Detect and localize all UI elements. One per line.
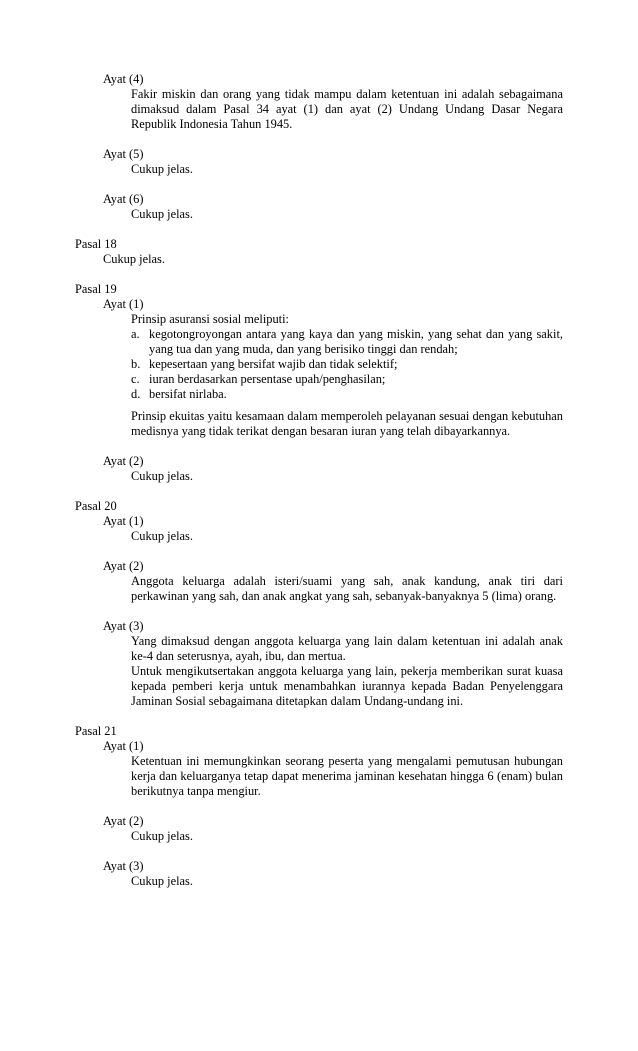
list-marker: c.: [131, 372, 140, 386]
pasal19-ayat2: [0, 454, 638, 484]
ayat-text: Untuk mengikutsertakan anggota keluarga yang lain, pekerja memberikan surat kuasa kepada pemberi kerja untuk menambahkan iurannya kepada Badan Penyelenggara Jaminan Sosial sebagaimana ditetapkan dalam Undang-undang ini.: [131, 664, 563, 708]
pasal-20: [0, 499, 638, 709]
pasal-18: [0, 237, 638, 267]
list-item: [131, 327, 563, 357]
pasal17-ayat4: [0, 72, 638, 132]
ayat-text: Cukup jelas.: [131, 829, 193, 843]
ayat-heading: Ayat (5): [103, 147, 144, 161]
list-text: kegotongroyongan antara yang kaya dan yang miskin, yang sehat dan yang sakit, yang tua dan yang muda, dan yang berisiko tinggi dan rendah;: [149, 327, 563, 356]
ayat-heading: Ayat (6): [103, 192, 144, 206]
pasal20-ayat2: [0, 559, 638, 604]
pasal-text: Cukup jelas.: [103, 252, 165, 266]
pasal-heading: Pasal 19: [75, 282, 117, 296]
ayat-text: Yang dimaksud dengan anggota keluarga yang lain dalam ketentuan ini adalah anak ke-4 dan seterusnya, ayah, ibu, dan mertua.: [131, 634, 563, 663]
ayat-text: Cukup jelas.: [131, 162, 193, 176]
pasal-21: [0, 724, 638, 889]
pasal-heading: Pasal 21: [75, 724, 117, 738]
ayat-text: Cukup jelas.: [131, 207, 193, 221]
list-text: iuran berdasarkan persentase upah/penghasilan;: [149, 372, 386, 386]
pasal20-ayat3: [0, 619, 638, 709]
ayat-heading: Ayat (4): [103, 72, 144, 86]
ayat-heading: Ayat (2): [103, 454, 144, 468]
pasal21-ayat1: [0, 739, 638, 799]
list-text: bersifat nirlaba.: [149, 387, 227, 401]
list-marker: b.: [131, 357, 141, 371]
ayat-text: Fakir miskin dan orang yang tidak mampu dalam ketentuan ini adalah sebagaimana dimaksud dalam Pasal 34 ayat (1) dan ayat (2) Undang Undang Dasar Negara Republik Indonesia Tahun 1945.: [131, 87, 563, 131]
ayat-heading: Ayat (3): [103, 859, 144, 873]
ayat-heading: Ayat (2): [103, 814, 144, 828]
ayat-intro: Prinsip asuransi sosial meliputi:: [131, 312, 289, 326]
ayat-heading: Ayat (2): [103, 559, 144, 573]
list-item: [131, 372, 563, 387]
list-item: [131, 357, 563, 372]
list-marker: d.: [131, 387, 141, 401]
pasal-heading: Pasal 18: [75, 237, 117, 251]
ayat-heading: Ayat (1): [103, 514, 144, 528]
ayat-heading: Ayat (1): [103, 297, 144, 311]
ayat-content: [131, 634, 563, 709]
ayat-text: Cukup jelas.: [131, 529, 193, 543]
pasal19-ayat1: [0, 297, 638, 439]
ayat-text: Cukup jelas.: [131, 874, 193, 888]
ayat-closing: Prinsip ekuitas yaitu kesamaan dalam memperoleh pelayanan sesuai dengan kebutuhan medisnya yang tidak terikat dengan besaran iuran yang telah dibayarkannya.: [131, 409, 563, 438]
ayat-heading: Ayat (3): [103, 619, 144, 633]
pasal17-ayat6: [0, 192, 638, 222]
pasal-heading: Pasal 20: [75, 499, 117, 513]
ayat-text: Cukup jelas.: [131, 469, 193, 483]
pasal-19: [0, 282, 638, 484]
ayat-text: Anggota keluarga adalah isteri/suami yang sah, anak kandung, anak tiri dari perkawinan yang sah, dan anak angkat yang sah, sebanyak-banyaknya 5 (lima) orang.: [131, 574, 563, 603]
list-marker: a.: [131, 327, 140, 341]
ayat-text: Ketentuan ini memungkinkan seorang peserta yang mengalami pemutusan hubungan kerja dan keluarganya tetap dapat menerima jaminan kesehatan hingga 6 (enam) bulan berikutnya tanpa mengiur.: [131, 754, 563, 798]
pasal20-ayat1: [0, 514, 638, 544]
principle-list: [131, 327, 563, 402]
list-item: [131, 387, 563, 402]
pasal21-ayat2: [0, 814, 638, 844]
ayat-heading: Ayat (1): [103, 739, 144, 753]
pasal17-ayat5: [0, 147, 638, 177]
list-text: kepesertaan yang bersifat wajib dan tidak selektif;: [149, 357, 398, 371]
ayat-content: [131, 312, 563, 439]
pasal21-ayat3: [0, 859, 638, 889]
